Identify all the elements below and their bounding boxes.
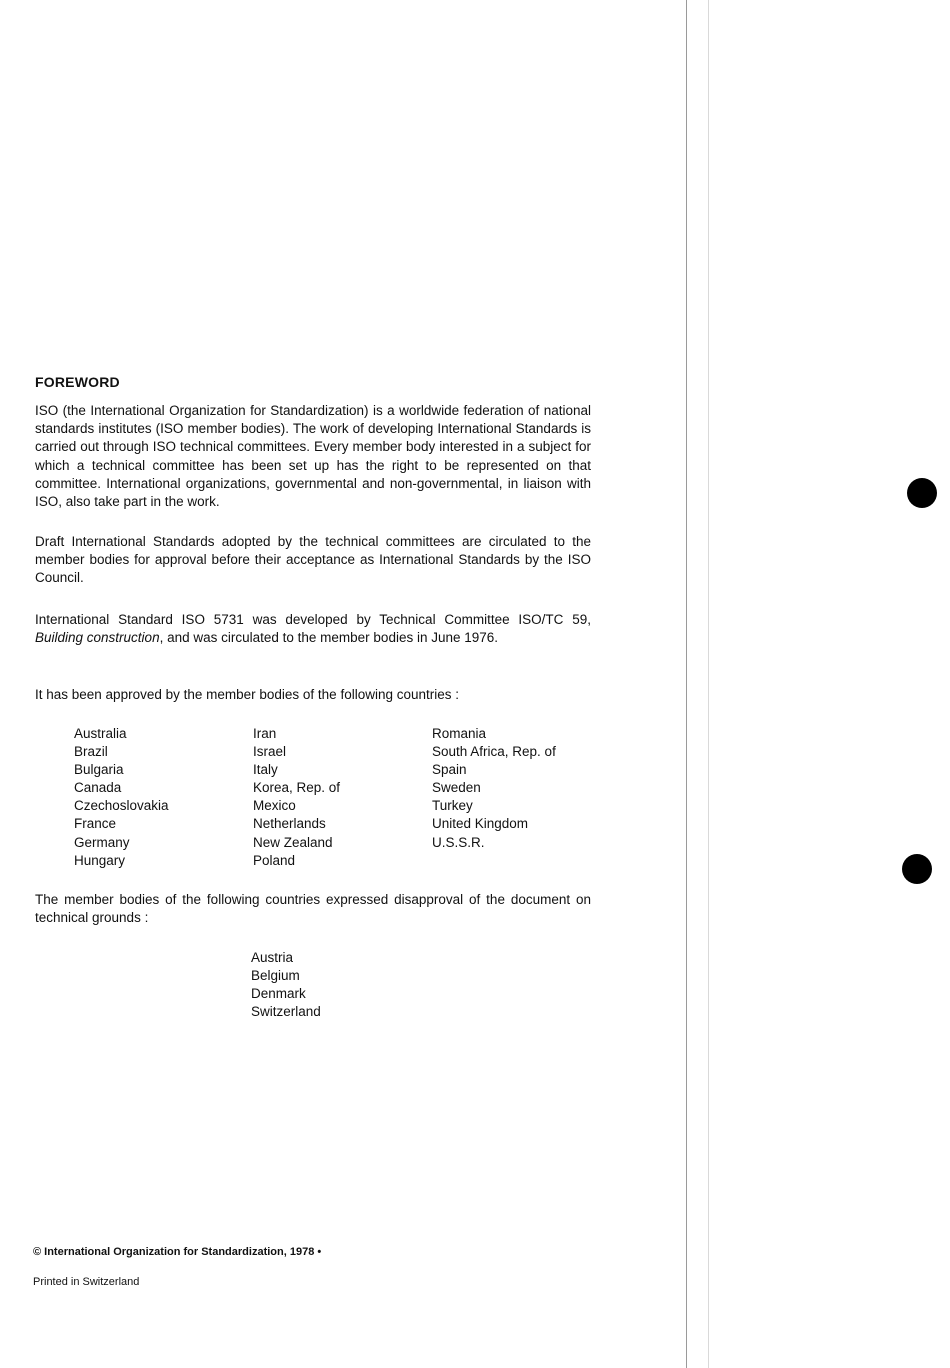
p3-text-start: International Standard ISO 5731 was developed by Technical Committee ISO/TC 59,: [35, 612, 591, 627]
country-item: Switzerland: [251, 1004, 321, 1020]
country-item: Canada: [74, 780, 122, 796]
country-item: Israel: [253, 744, 287, 760]
country-item: Korea, Rep. of: [253, 780, 341, 796]
punch-hole-bottom: [902, 854, 932, 884]
country-item: Netherlands: [253, 816, 326, 832]
country-item: Austria: [251, 950, 294, 965]
disapproved-countries-list: [251, 949, 321, 1021]
country-item: Hungary: [74, 852, 126, 868]
country-item: Bulgaria: [74, 762, 124, 778]
disapproval-intro: The member bodies of the following countries expressed disapproval of the document on technical grounds :: [35, 892, 591, 926]
committee-title: Building construction: [35, 630, 160, 646]
country-item: Italy: [253, 762, 278, 778]
country-item: Turkey: [432, 798, 473, 814]
country-item: Czechoslovakia: [74, 798, 169, 814]
country-item: United Kingdom: [432, 816, 529, 832]
country-item: Poland: [253, 852, 296, 868]
country-item: New Zealand: [253, 834, 333, 850]
page-edge-line-secondary: [708, 0, 709, 1368]
country-item: Sweden: [432, 780, 481, 796]
foreword-paragraph-3: [35, 611, 591, 647]
approval-intro: It has been approved by the member bodies of the following countries :: [35, 687, 460, 702]
foreword-paragraph-1: ISO (the International Organization for Standardization) is a worldwide federation of national standards institutes (ISO member bodies). The work of developing International Standards is carried out through ISO technical committees. Every member body interested in a subject for which a technical committee has been set up has the right to be represented on that committee. International organizations, governmental and non-governmental, in liaison with ISO, also take part in the work.: [35, 403, 591, 510]
foreword-paragraph-2: Draft International Standards adopted by the technical committees are circulated to the member bodies for approval before their acceptance as International Standards by the ISO Council.: [35, 534, 591, 586]
country-item: U.S.S.R.: [432, 834, 485, 850]
country-item: France: [74, 816, 117, 832]
approved-countries-column-3: [432, 725, 556, 852]
approved-countries-column-1: [74, 725, 169, 870]
country-item: South Africa, Rep. of: [432, 744, 556, 760]
country-item: Romania: [432, 726, 487, 741]
p3-text-end: , and was circulated to the member bodies in June 1976.: [159, 630, 499, 646]
country-item: Australia: [74, 726, 127, 741]
country-item: Spain: [432, 762, 467, 778]
page-edge-line: [686, 0, 687, 1368]
punch-hole-top: [907, 478, 937, 508]
printed-location: Printed in Switzerland: [33, 1276, 140, 1288]
country-item: Belgium: [251, 968, 300, 984]
country-item: Iran: [253, 726, 277, 741]
copyright-notice: © International Organization for Standardization, 1978 •: [33, 1246, 322, 1258]
foreword-heading: FOREWORD: [35, 374, 120, 390]
approved-countries-column-2: [253, 725, 340, 870]
country-item: Germany: [74, 834, 130, 850]
country-item: Brazil: [74, 744, 108, 760]
country-item: Denmark: [251, 986, 306, 1002]
country-item: Mexico: [253, 798, 296, 814]
